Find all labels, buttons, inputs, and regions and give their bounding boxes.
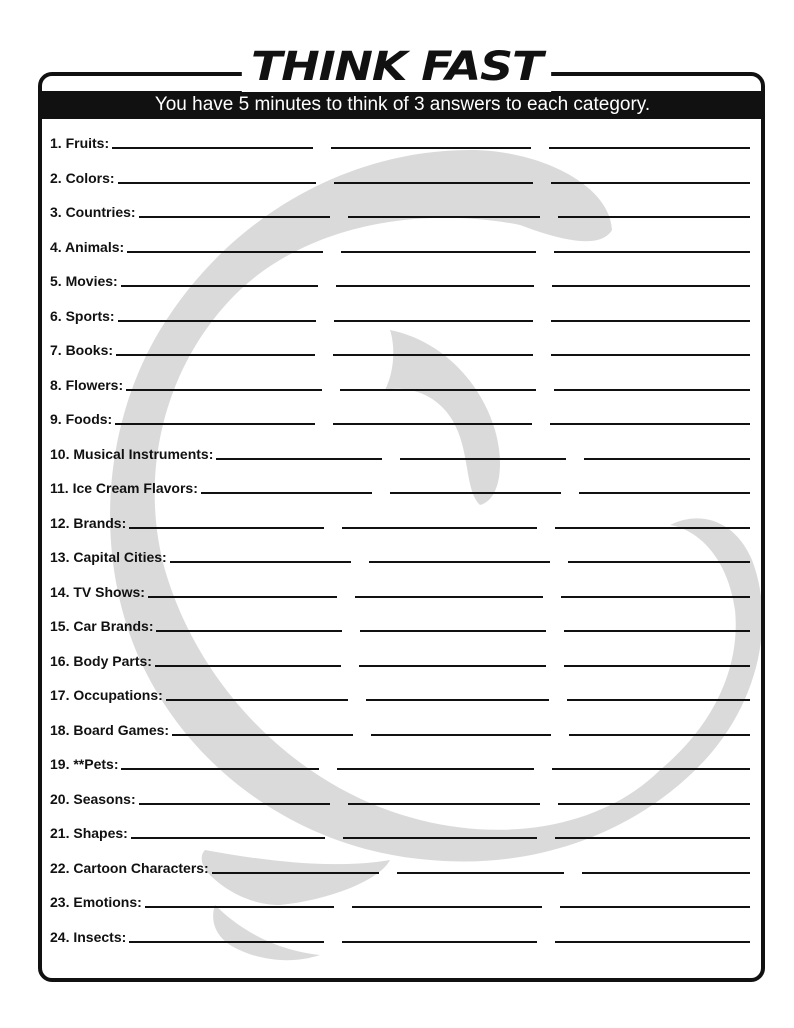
category-row [50,680,750,704]
answer-blank[interactable] [558,803,750,805]
category-label: 22. Cartoon Characters: [50,859,209,876]
category-label: 9. Foods: [50,411,113,427]
category-row [50,749,750,773]
answer-blank[interactable] [201,492,372,494]
answer-blank[interactable] [390,492,561,494]
category-label: 3. Countries: [50,204,136,220]
answer-blank[interactable] [359,665,545,667]
category-row [50,818,750,842]
category-label: 18. Board Games: [50,721,170,738]
answer-blank[interactable] [334,182,533,184]
category-label: 20. Seasons: [50,790,136,807]
category-row [50,128,750,152]
answer-blank[interactable] [139,803,331,805]
answer-blank[interactable] [567,699,750,701]
category-row [50,715,750,739]
answer-blank[interactable] [561,596,750,598]
category-row [50,335,750,359]
category-label: 23. Emotions: [50,894,142,910]
answer-blank[interactable] [139,216,331,218]
category-label: 2. Colors: [50,169,115,186]
category-row [50,922,750,946]
answer-blank[interactable] [212,872,379,874]
answer-blank[interactable] [551,354,750,356]
answer-blank[interactable] [343,837,537,839]
category-row [50,887,750,911]
category-label: 4. Animals: [50,238,125,255]
category-label: 12. Brands: [50,514,127,531]
answer-blank[interactable] [550,423,750,425]
answer-blank[interactable] [369,561,550,563]
answer-blank[interactable] [129,527,324,529]
answer-blank[interactable] [166,699,349,701]
answer-blank[interactable] [352,906,542,908]
answer-blank[interactable] [551,182,750,184]
answer-blank[interactable] [118,320,317,322]
answer-blank[interactable] [216,458,382,460]
category-row [50,370,750,394]
answer-blank[interactable] [331,147,532,149]
answer-blank[interactable] [555,837,749,839]
answer-blank[interactable] [172,734,353,736]
category-row [50,577,750,601]
answer-blank[interactable] [366,699,549,701]
category-row [50,542,750,566]
answer-blank[interactable] [333,423,533,425]
answer-blank[interactable] [371,734,552,736]
category-label: 5. Movies: [50,273,118,289]
title-text: THINK FAST [242,42,552,92]
answer-blank[interactable] [584,458,750,460]
answer-blank[interactable] [555,527,750,529]
category-row [50,197,750,221]
answer-blank[interactable] [342,527,537,529]
category-row [50,301,750,325]
answer-blank[interactable] [131,837,325,839]
category-label: 10. Musical Instruments: [50,445,214,462]
answer-blank[interactable] [337,768,535,770]
category-label: 1. Fruits: [50,135,110,151]
answer-blank[interactable] [145,906,335,908]
instructions-banner: You have 5 minutes to think of 3 answers to each category. [42,91,763,119]
answer-blank[interactable] [579,492,750,494]
category-row [50,163,750,187]
answer-blank[interactable] [112,147,313,149]
answer-blank[interactable] [340,389,536,391]
answer-blank[interactable] [564,665,750,667]
answer-blank[interactable] [129,941,324,943]
answer-blank[interactable] [115,423,315,425]
answer-blank[interactable] [552,285,750,287]
answer-blank[interactable] [118,182,317,184]
category-row [50,646,750,670]
answer-blank[interactable] [341,251,537,253]
answer-blank[interactable] [549,147,750,149]
answer-blank[interactable] [334,320,533,322]
answer-blank[interactable] [564,630,750,632]
answer-blank[interactable] [360,630,546,632]
answer-blank[interactable] [336,285,534,287]
answer-blank[interactable] [554,389,750,391]
category-row [50,853,750,877]
answer-blank[interactable] [155,665,341,667]
category-row [50,508,750,532]
answer-blank[interactable] [560,906,750,908]
answer-blank[interactable] [348,216,540,218]
answer-blank[interactable] [156,630,342,632]
category-row [50,439,750,463]
category-row [50,784,750,808]
category-label: 11. Ice Cream Flavors: [50,480,198,496]
answer-blank[interactable] [127,251,323,253]
answer-blank[interactable] [126,389,322,391]
answer-blank[interactable] [554,251,750,253]
category-label: 21. Shapes: [50,825,128,841]
answer-blank[interactable] [121,768,319,770]
category-row [50,266,750,290]
category-row [50,611,750,635]
worksheet-title [0,42,794,92]
answer-blank[interactable] [342,941,537,943]
answer-blank[interactable] [569,734,750,736]
category-label: 13. Capital Cities: [50,549,167,565]
answer-blank[interactable] [116,354,315,356]
category-label: 19. **Pets: [50,756,119,772]
answer-blank[interactable] [582,872,749,874]
answer-blank[interactable] [148,596,337,598]
answer-blank[interactable] [552,768,750,770]
answer-blank[interactable] [121,285,319,287]
answer-blank[interactable] [170,561,351,563]
answer-blank[interactable] [551,320,750,322]
category-label: 6. Sports: [50,307,115,324]
category-label: 24. Insects: [50,928,127,945]
category-label: 15. Car Brands: [50,618,154,634]
answer-blank[interactable] [355,596,544,598]
category-label: 7. Books: [50,342,114,358]
answer-blank[interactable] [555,941,750,943]
answer-blank[interactable] [568,561,749,563]
answer-blank[interactable] [558,216,750,218]
answer-blank[interactable] [400,458,566,460]
answer-blank[interactable] [348,803,540,805]
category-label: 16. Body Parts: [50,652,152,669]
category-row [50,404,750,428]
category-row [50,232,750,256]
category-label: 14. TV Shows: [50,583,145,600]
category-row [50,473,750,497]
answer-blank[interactable] [397,872,564,874]
answer-blank[interactable] [333,354,532,356]
category-label: 8. Flowers: [50,376,124,393]
category-label: 17. Occupations: [50,687,163,703]
